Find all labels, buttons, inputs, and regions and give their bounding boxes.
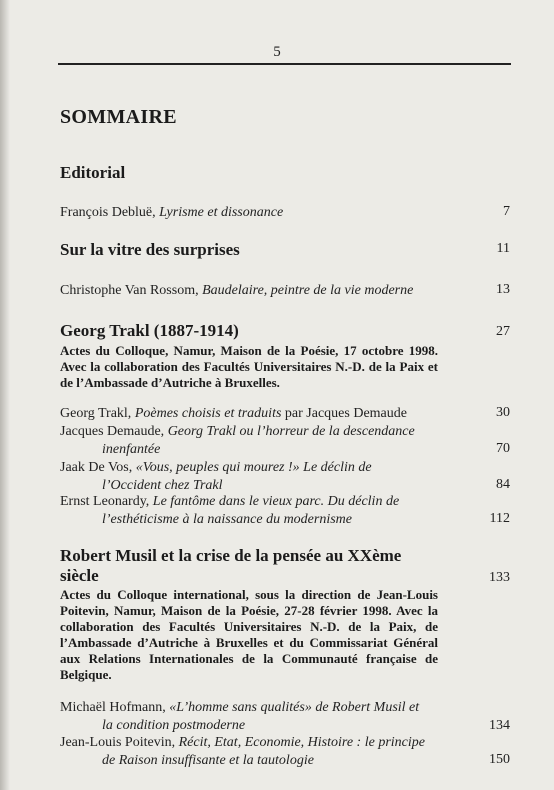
section-page: 11 [496, 241, 510, 256]
section-heading-trakl: Georg Trakl (1887-1914) [60, 321, 239, 340]
entry-work-continued: de Raison insuffisante et la tautologie [102, 753, 314, 768]
entry-work: Le fantôme dans le vieux parc. Du déclin de [152, 494, 400, 509]
entry-page: 30 [496, 405, 510, 420]
entry-author: Jean-Louis Poitevin, [60, 735, 176, 750]
page-number: 5 [273, 44, 281, 60]
section-note-trakl: Actes du Colloque, Namur, Maison de la Poésie, 17 octobre 1998. Avec la collaboration des Facultés Universitaires N.-D. de la Paix et de l’Ambassade d’Autriche à Bruxelles. [60, 343, 438, 390]
entry-work-continued: la condition postmoderne [102, 718, 246, 733]
entry-trakl-4 [60, 493, 432, 529]
entry-musil-1 [60, 699, 432, 735]
entry-work: Poèmes choisis et traduits [134, 406, 282, 421]
entry-work: «Vous, peuples qui mourez !» Le déclin de [135, 460, 372, 475]
heading-line: Robert Musil et la crise de la pensée au XXème [60, 546, 402, 565]
entry-work-continued: l’Occident chez Trakl [102, 478, 223, 493]
entry-author: Ernst Leonardy, [60, 494, 150, 509]
section-page: 27 [496, 324, 510, 339]
entry-author: Michaël Hofmann, [60, 700, 166, 715]
entry-work: Georg Trakl ou l’horreur de la descendance [167, 424, 415, 439]
heading-line: siècle [60, 566, 99, 585]
header-rule [58, 63, 511, 65]
entry-work: Récit, Etat, Economie, Histoire : le principe [178, 735, 425, 750]
entry-trakl-3 [60, 459, 432, 495]
section-heading-vitre: Sur la vitre des surprises [60, 240, 240, 259]
entry-author: Christophe Van Rossom, [60, 283, 199, 298]
section-note-musil: Actes du Colloque international, sous la direction de Jean-Louis Poitevin, Namur, Maison de la Poésie, 27-28 février 1998. Avec la collaboration des Facultés Universitaires N.-D. de la Paix, de l’Ambassade d’Autriche à Bruxelles et du Commissariat Général aux Relations Internationales de la Communauté française de Belgique. [60, 587, 438, 682]
entry-page: 13 [496, 282, 510, 297]
entry-work-continued: l’esthéticisme à la naissance du modernisme [102, 512, 353, 527]
entry-author: François Debluë, [60, 205, 156, 220]
entry-editorial [60, 204, 432, 222]
entry-work: Lyrisme et dissonance [159, 205, 284, 220]
entry-work-continued: inenfantée [102, 442, 161, 457]
entry-page: 70 [496, 441, 510, 456]
entry-van-rossom [60, 282, 460, 300]
entry-author: Jaak De Vos, [60, 460, 133, 475]
entry-suffix: par Jacques Demaude [284, 406, 407, 421]
entry-page: 150 [489, 752, 510, 767]
entry-page: 112 [489, 511, 510, 526]
entry-musil-2 [60, 734, 432, 770]
section-page: 133 [489, 570, 510, 585]
entry-page: 134 [489, 718, 510, 733]
entry-trakl-1 [60, 405, 432, 423]
entry-author: Jacques Demaude, [60, 424, 165, 439]
entry-work: Baudelaire, peintre de la vie moderne [202, 283, 414, 298]
entry-page: 7 [503, 204, 510, 219]
entry-page: 84 [496, 477, 510, 492]
entry-trakl-2 [60, 423, 432, 459]
section-heading-editorial: Editorial [60, 163, 126, 182]
contents-title: SOMMAIRE [60, 106, 177, 128]
section-heading-musil [60, 546, 450, 586]
entry-author: Georg Trakl, [60, 406, 132, 421]
entry-work: «L’homme sans qualités» de Robert Musil et [169, 700, 420, 715]
page-edge-shadow [0, 0, 10, 790]
